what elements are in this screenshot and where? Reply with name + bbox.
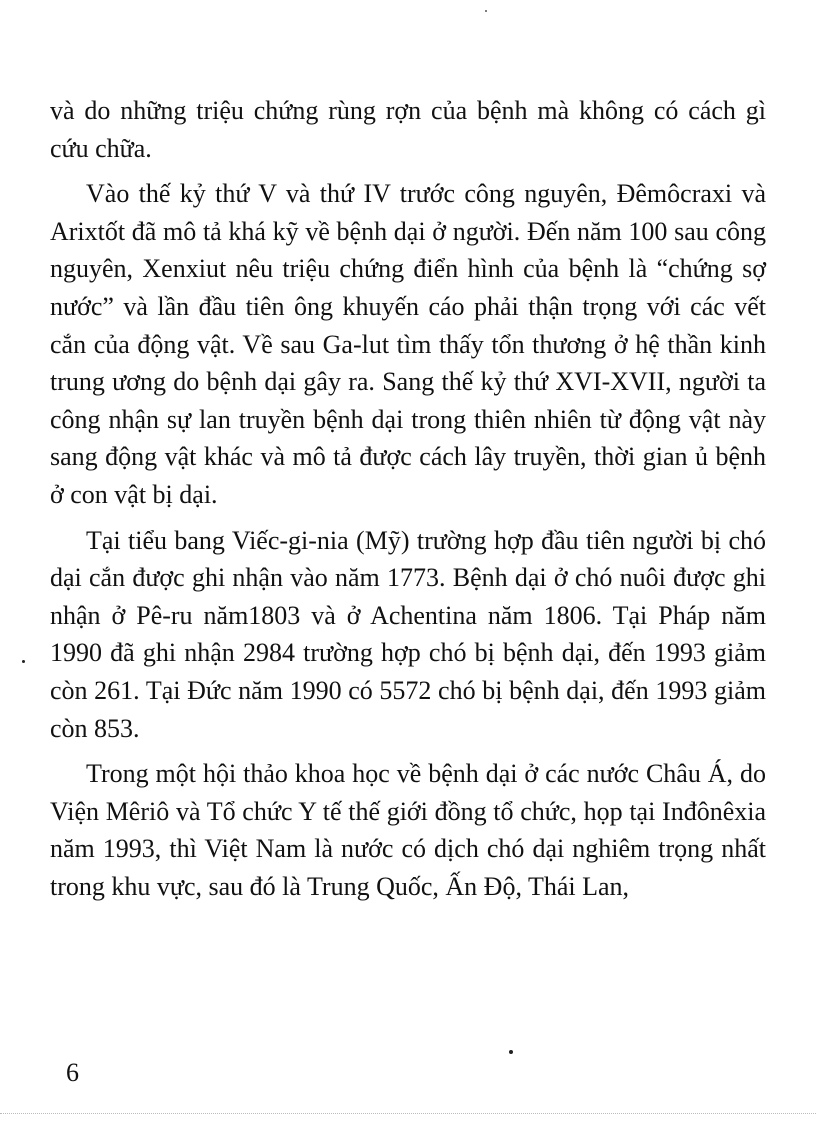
page-number: 6 [66,1058,79,1087]
scan-speck [22,660,25,663]
paragraph-asia-conference: Trong một hội thảo khoa học về bệnh dại ở các nước Châu Á, do Viện Mêriô và Tổ chức Y tế thế giới đồng tổ chức, họp tại Inđônêxia năm 1993, thì Việt Nam là nước có dịch chó dại nghiêm trọng nhất trong khu vực, sau đó là Trung Quốc, Ấn Độ, Thái Lan, [50,759,766,901]
scan-speck [485,10,487,12]
scan-speck [509,1050,513,1054]
scan-edge-divider [0,1113,816,1114]
body-text [50,92,766,905]
paragraph-history: Vào thế kỷ thứ V và thứ IV trước công nguyên, Đêmôcraxi và Arixtốt đã mô tả khá kỹ về bệnh dại ở người. Đến năm 100 sau công nguyên, Xenxiut nêu triệu chứng điển hình của bệnh là “chứng sợ nước” và lần đầu tiên ông khuyến cáo phải thận trọng với các vết cắn của động vật. Về sau Ga-lut tìm thấy tổn thương ở hệ thần kinh trung ương do bệnh dại gây ra. Sang thế kỷ thứ XVI-XVII, người ta công nhận sự lan truyền bệnh dại trong thiên nhiên từ động vật này sang động vật khác và mô tả được cách lây truyền, thời gian ủ bệnh ở con vật bị dại. [50,179,766,509]
paragraph-continuation: và do những triệu chứng rùng rợn của bệnh mà không có cách gì cứu chữa. [50,96,766,163]
paragraph-statistics: Tại tiểu bang Viếc-gi-nia (Mỹ) trường hợp đầu tiên người bị chó dại cắn được ghi nhận vào năm 1773. Bệnh dại ở chó nuôi được ghi nhận ở Pê-ru năm1803 và ở Achentina năm 1806. Tại Pháp năm 1990 đã ghi nhận 2984 trường hợp chó bị bệnh dại, đến 1993 giảm còn 261. Tại Đức năm 1990 có 5572 chó bị bệnh dại, đến 1993 giảm còn 853. [50,525,766,743]
